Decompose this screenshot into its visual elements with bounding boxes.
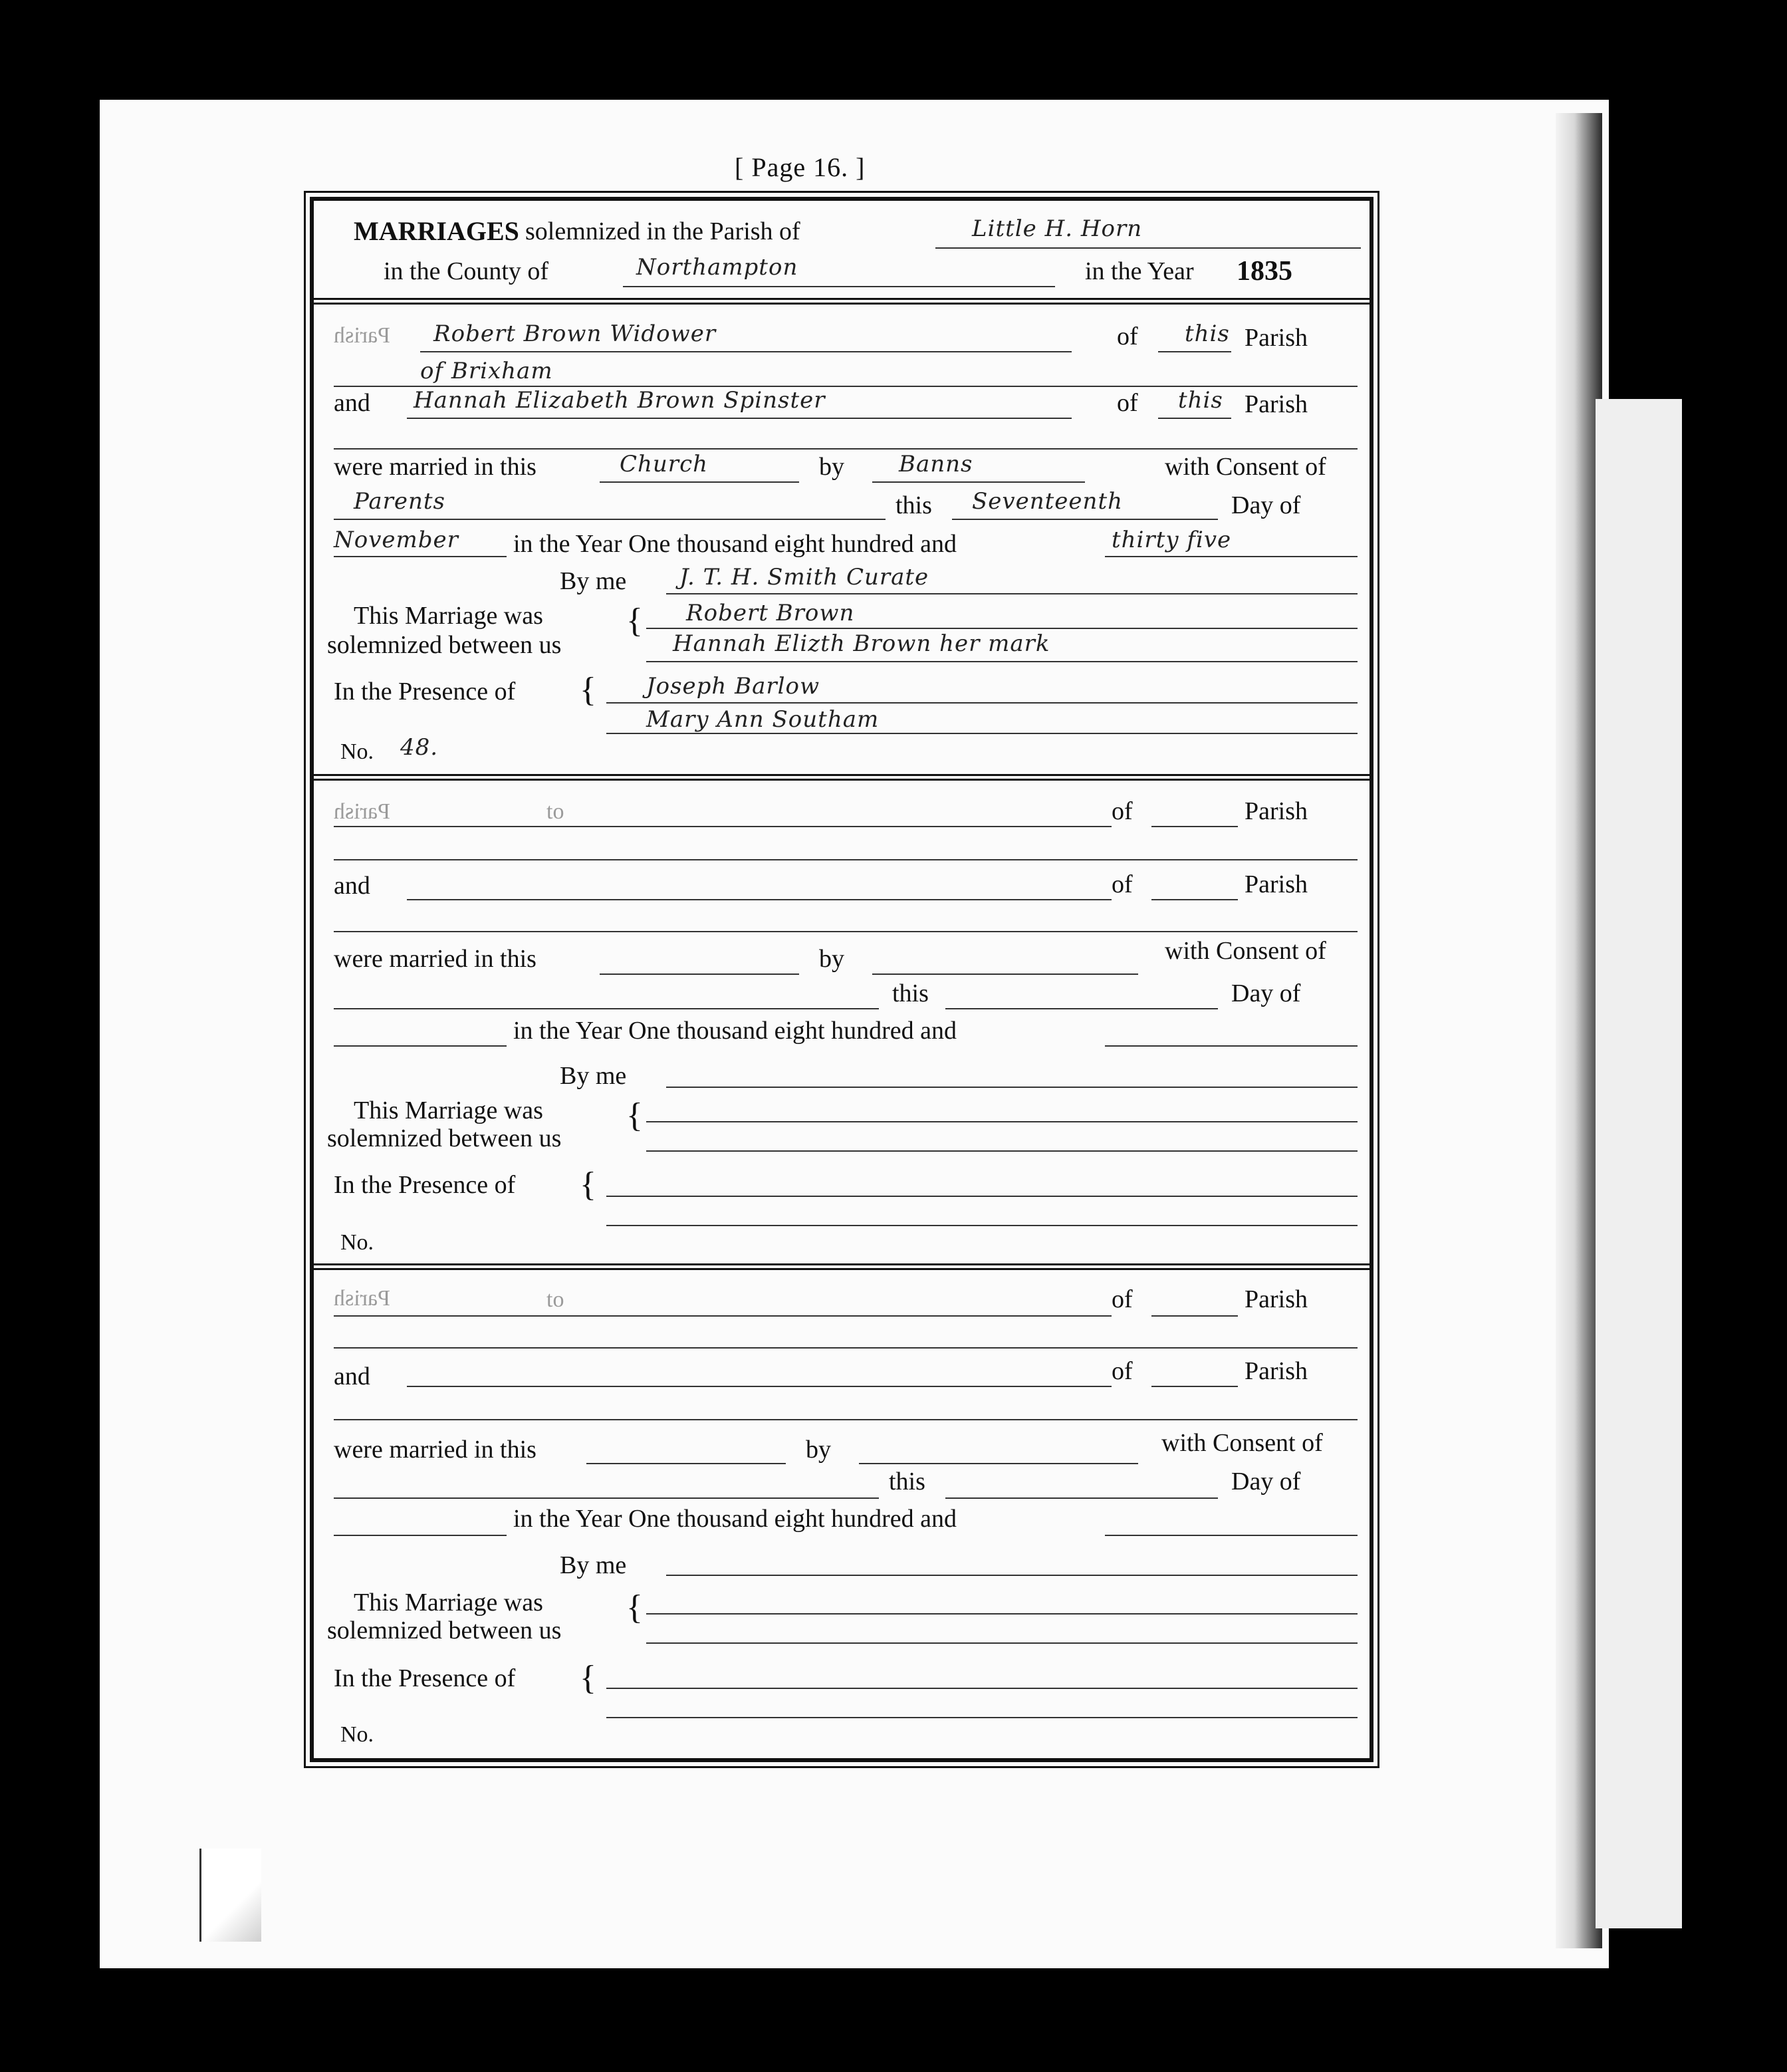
by-me-label: By me — [560, 567, 627, 595]
marriage-register-form — [310, 197, 1373, 1762]
by-label: by — [819, 453, 844, 481]
year-label: in the Year — [1085, 257, 1194, 285]
marriage-was-label: This Marriage was — [354, 1097, 543, 1124]
of-label: of — [1112, 1285, 1133, 1313]
year-phrase-label: in the Year One thousand eight hundred and — [513, 1505, 957, 1533]
by-label: by — [819, 945, 844, 973]
bride-of-value: this — [1178, 387, 1223, 414]
party-2-signature: Hannah Elizth Brown her mark — [673, 630, 1050, 657]
day-of-label: Day of — [1231, 979, 1301, 1007]
solemnized-between-label: solemnized between us — [327, 1124, 562, 1152]
presence-label: In the Presence of — [334, 678, 516, 706]
consent-label: with Consent of — [1165, 453, 1326, 481]
marriage-entry-2: Parish to of Parish and of Parish were married in this by with Consent of this Day of in the Year One thousand eight hundred and By me This Marriage was solemnized between us { In the Presence of { No. — [314, 783, 1370, 1262]
and-label: and — [334, 872, 370, 900]
groom-name: Robert Brown Widower — [433, 321, 717, 347]
marriage-entry-3: Parish to of Parish and of Parish were married in this by with Consent of this Day of in the Year One thousand eight hundred and By me This Marriage was solemnized between us { In the Presence of { No. — [314, 1273, 1370, 1751]
entry-number: 48. — [400, 734, 439, 761]
were-married-label: were married in this — [334, 945, 536, 973]
no-label: No. — [340, 739, 374, 764]
place-value: Church — [620, 451, 709, 477]
were-married-label: were married in this — [334, 1436, 536, 1464]
consent-label: with Consent of — [1165, 937, 1326, 965]
county-line — [623, 286, 1055, 287]
solemnized-between-label: solemnized between us — [327, 1617, 562, 1644]
folded-corner — [199, 1849, 261, 1942]
by-me-label: By me — [560, 1551, 627, 1579]
of-label: of — [1112, 1357, 1133, 1385]
marriage-was-label: This Marriage was — [354, 602, 543, 630]
header-separator — [314, 298, 1370, 305]
groom-note: of Brixham — [420, 358, 553, 384]
parish-label: Parish — [1245, 324, 1308, 352]
year-value: 1835 — [1237, 256, 1292, 287]
groom-of-value: this — [1185, 321, 1230, 347]
county-value: Northampton — [636, 254, 798, 281]
year-words-value: thirty five — [1112, 527, 1232, 553]
of-label: of — [1117, 323, 1138, 350]
day-of-label: Day of — [1231, 491, 1301, 519]
marriage-was-label: This Marriage was — [354, 1589, 543, 1617]
marriage-entry-1: Parish Robert Brown Widower of this Parish of Brixham and Hannah Elizabeth Brown Spinster of this Parish were married in this Church by Banns with Consent of Parents this Seventeenth Day of November in the Year One thousand eight hundred and thirty five By me J. T. H. Smith Curate This Marriage was solemnized between us { Robert Brown Hannah Elizth Brown her mark In the Presence of { Joseph Barlow Mary Ann Southam No. 48. — [314, 307, 1370, 773]
consent-value: Parents — [354, 488, 446, 515]
consent-label: with Consent of — [1161, 1429, 1323, 1457]
year-phrase-label: in the Year One thousand eight hundred and — [513, 1017, 957, 1045]
parish-label: Parish — [1245, 870, 1308, 898]
register-header — [314, 201, 1370, 301]
entry-separator-1 — [314, 774, 1370, 781]
by-label: by — [806, 1436, 831, 1464]
county-label: in the County of — [384, 257, 549, 285]
party-1-signature: Robert Brown — [686, 600, 855, 626]
witness-1-signature: Joseph Barlow — [646, 673, 820, 700]
parish-label: Parish — [1245, 797, 1308, 825]
no-label: No. — [340, 1230, 374, 1255]
witness-2-signature: Mary Ann Southam — [646, 706, 880, 733]
bride-name: Hannah Elizabeth Brown Spinster — [414, 387, 826, 414]
adjacent-page-strip — [1596, 399, 1682, 1928]
officiant-value: J. T. H. Smith Curate — [679, 564, 929, 590]
day-of-label: Day of — [1231, 1468, 1301, 1495]
and-label: and — [334, 389, 370, 417]
parish-value: Little H. Horn — [972, 215, 1143, 242]
no-label: No. — [340, 1722, 374, 1747]
solemnized-between-label: solemnized between us — [327, 631, 562, 659]
this-label: this — [895, 491, 932, 519]
page-number-header: [ Page 16. ] — [735, 152, 866, 182]
presence-label: In the Presence of — [334, 1664, 516, 1692]
solemnized-parish-label: solemnized in the Parish of — [525, 217, 800, 245]
month-value: November — [334, 527, 459, 553]
and-label: and — [334, 1362, 370, 1390]
by-me-label: By me — [560, 1062, 627, 1090]
parish-label: Parish — [1245, 1285, 1308, 1313]
entry-separator-2 — [314, 1263, 1370, 1270]
by-value: Banns — [899, 451, 973, 477]
parish-label: Parish — [1245, 390, 1308, 418]
parish-line — [935, 247, 1361, 249]
marriages-title: MARRIAGES — [354, 216, 519, 246]
presence-label: In the Presence of — [334, 1171, 516, 1199]
this-label: this — [892, 979, 929, 1007]
parish-label: Parish — [1245, 1357, 1308, 1385]
this-label: this — [889, 1468, 925, 1495]
year-phrase-label: in the Year One thousand eight hundred and — [513, 530, 957, 558]
of-label: of — [1117, 389, 1138, 417]
were-married-label: were married in this — [334, 453, 536, 481]
of-label: of — [1112, 797, 1133, 825]
of-label: of — [1112, 870, 1133, 898]
day-value: Seventeenth — [972, 488, 1124, 515]
